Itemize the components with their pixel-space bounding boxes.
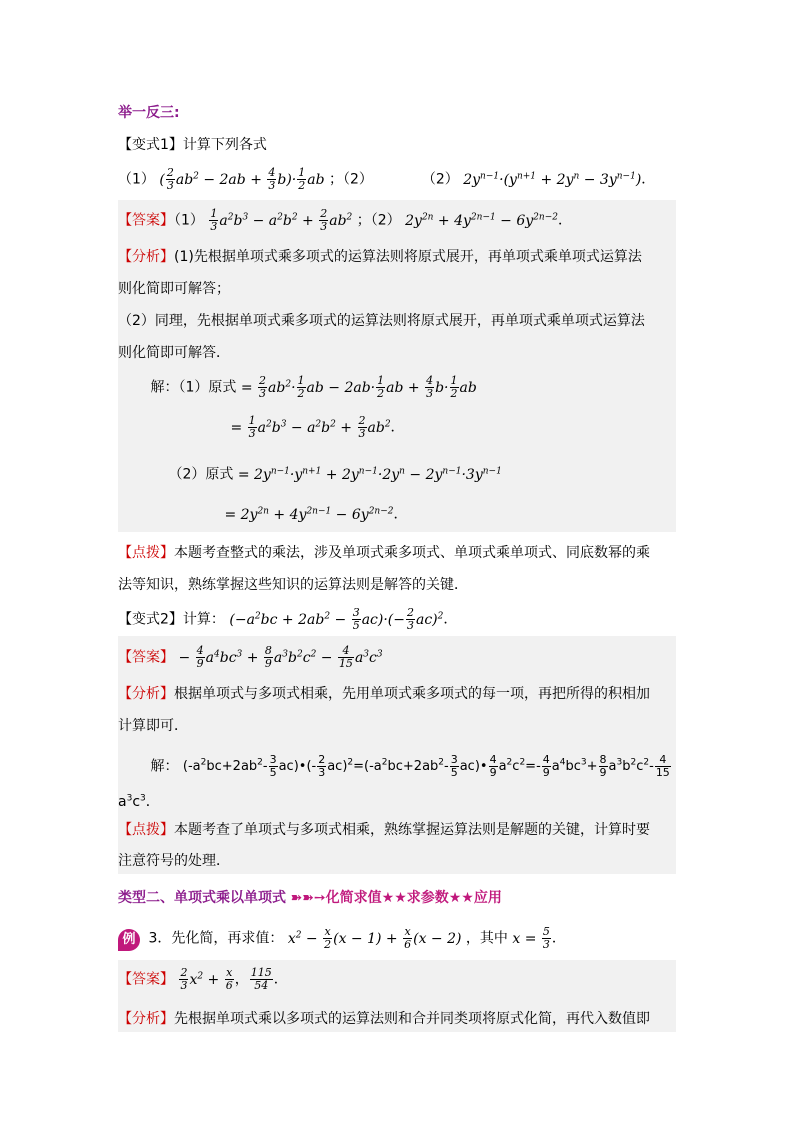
variant2-solution: 解： ($-a^2bc+2ab^2-$ $\frac{3}{5}$ ac)•(- $\frac{2}{3}$ $ac)^2=(-a^2bc+2ab^2-$ $\frac{3}{5}$ ac)• $\frac{4}{9}$ $a^2c^2=-$ $\frac{4}{9}$ $a^4bc^3+$ $\frac{8}{9}$ $a^3b^2c^2-$ $\frac{4}{15}$ [150,753,670,780]
variant2-problem: 【变式2】计算： ($-a^2bc + 2ab^2$ − $\frac{3}{5}$ ac)·(− $\frac{2}{3}$ ac)$^2$． [118,606,458,633]
variant1-analysis-1: 【分析】(1)先根据单项式乘多项式的运算法则将原式展开，再单项式乘单项式运算法 [118,249,642,265]
solution-2-line-2: = $2y^{2n} + 4y^{2n-1} - 6y^{2n-2}$． [224,506,408,523]
variant1-tip-1: 【点拨】本题考查整式的乘法，涉及单项式乘多项式、单项式乘单项式、同底数幂的乘 [118,545,650,561]
variant1-analysis-2b: 则化简即可解答． [118,345,230,361]
type2-title: 类型二、单项式乘以单项式 ➽➽➙化简求值★★求参数★★应用 [118,890,502,906]
variant1-analysis-1b: 则化简即可解答； [118,281,230,297]
variant1-label: 【变式1】计算下列各式 [118,137,267,153]
variant1-expr-2: $2y^{n-1}\cdot(y^{n+1} + 2y^n - 3y^{n-1})$ [463,171,642,188]
variant1-answer: 【答案】（1） $\frac{1}{3}$ $a^2b^3 - a^2b^2$ + $\frac{2}{3}$ $ab^2$ ；（2） $2y^{2n} + 4y^{2n-1} - 6y^{2n-2}$． [118,207,572,234]
variant2-answer: 【答案】 − $\frac{4}{9}$ $a^4bc^3$ + $\frac{8}{9}$ $a^3b^2c^2$ − $\frac{4}{15}$ $a^3c^3$ [118,644,383,671]
example3-answer: 【答案】 $\frac{2}{3}$ $x^2$ + $\frac{x}{6}$ ， $\frac{115}{54}$ ． [118,966,288,993]
solution-1-line-2: = $\frac{1}{3}$ $a^2b^3 - a^2b^2$ + $\frac{2}{3}$ $ab^2$． [230,414,405,441]
variant2-tip-2: 注意符号的处理． [118,853,230,869]
solution-2-line-1: （2）原式 = $2y^{n-1}\cdot y^{n+1} + 2y^{n-1}\cdot 2y^n - 2y^{n-1}\cdot 3y^{n-1}$ [168,466,502,483]
variant2-analysis-2: 计算即可． [118,718,188,734]
variant1-problems: （1） ( $\frac{2}{3}$ $ab^2 - 2ab$ + $\frac{4}{3}$ b)· $\frac{1}{2}$ ab ；（2） （2） $2y^{n-1}\cdot(y^{n+1} + 2y^n - 3y^{n-1})$． [118,166,656,193]
variant2-solution-tail: $a^3c^3$． [118,793,160,810]
solution-1-line-1: 解：（1）原式 = $\frac{2}{3}$ $ab^2\cdot$ $\frac{1}{2}$ ab − 2ab· $\frac{1}{2}$ ab + $\frac{4}{3}$ b· $\frac{1}{2}$ ab [150,374,477,401]
variant2-analysis-1: 【分析】根据单项式与多项式相乘，先用单项式乘多项式的每一项，再把所得的积相加 [118,686,650,702]
variant1-analysis-2: （2）同理，先根据单项式乘多项式的运算法则将原式展开，再单项式乘单项式运算法 [118,313,645,329]
variant1-expr-1: ( $\frac{2}{3}$ $ab^2 - 2ab$ + $\frac{4}{3}$ b)· $\frac{1}{2}$ ab [159,166,325,193]
example3-analysis: 【分析】先根据单项式乘以多项式的运算法则和合并同类项将原式化简，再代入数值即 [118,1011,650,1027]
example3-problem: 例 3．先化简，再求值： $x^2$ − $\frac{x}{2}$ (x − 1) + $\frac{x}{6}$ (x − 2) ，其中 x = $\frac{5}{3}$ ． [118,925,676,955]
example-badge: 例 [118,929,140,951]
section-title: 举一反三: [118,105,180,121]
variant2-tip-1: 【点拨】本题考查了单项式与多项式相乘，熟练掌握运算法则是解题的关键，计算时要 [118,822,650,838]
variant1-tip-2: 法等知识，熟练掌握这些知识的运算法则是解答的关键． [118,577,468,593]
